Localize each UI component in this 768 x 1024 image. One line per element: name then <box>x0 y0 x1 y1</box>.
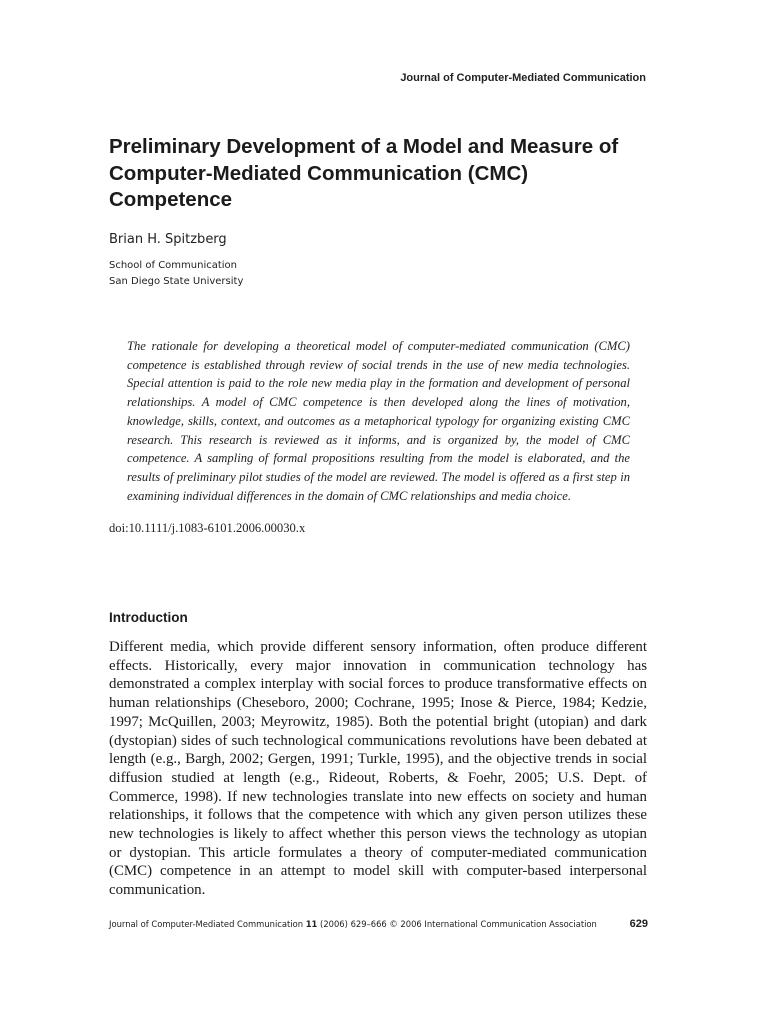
author-name: Brian H. Spitzberg <box>109 232 227 247</box>
page-footer <box>109 918 648 930</box>
doi: doi:10.1111/j.1083-6101.2006.00030.x <box>109 521 306 535</box>
abstract: The rationale for developing a theoretical model of computer-mediated communication (CMC) competence is established through review of social trends in the use of new media technologies. Special attention is paid to the role new media play in the formation and development of personal relationships. A model of CMC competence is then developed along the lines of motivation, knowledge, skills, context, and outcomes as a metaphorical typology for organizing existing CMC research. This research is reviewed as it informs, and is organized by, the model of CMC competence. A sampling of formal propositions resulting from the model is elaborated, and the results of preliminary pilot studies of the model are reviewed. The model is offered as a first step in examining individual differences in the domain of CMC relationships and media choice. <box>127 339 630 503</box>
article-title: Preliminary Development of a Model and Measure of Computer-Mediated Communication (CMC) Competence <box>109 135 619 211</box>
page-number: 629 <box>629 918 648 930</box>
footer-citation <box>109 919 597 929</box>
footer-citation-rest: (2006) 629–666 © 2006 International Communication Association <box>317 919 597 929</box>
footer-volume: 11 <box>305 919 318 929</box>
running-head: Journal of Computer-Mediated Communication <box>400 72 646 84</box>
section-heading: Introduction <box>109 610 188 625</box>
affiliation-department: School of Communication <box>109 260 238 271</box>
footer-journal: Journal of Computer-Mediated Communication <box>109 919 306 929</box>
author-affiliation <box>109 258 243 289</box>
section-body-text: Different media, which provide different sensory information, often produce different effects. Historically, every major innovation in communication technology has demonstrated a complex interplay with social forces to produce transformative effects on human relationships (Cheseboro, 2000; Cochrane, 1995; Inose & Pierce, 1984; Kedzie, 1997; McQuillen, 2003; Meyrowitz, 1985). Both the potential bright (utopian) and dark (dystopian) sides of such technological communications revolutions have been debated at length (e.g., Bargh, 2002; Gergen, 1991; Turkle, 1995), and the objective trends in social diffusion studied at length (e.g., Rideout, Roberts, & Foehr, 2005; U.S. Dept. of Commerce, 1998). If new technologies translate into new effects on society and human relationships, it follows that the competence with which any given person utilizes these new technologies is likely to affect whether this person views the technology as utopian or dystopian. This article formulates a theory of computer-mediated communication (CMC) competence in an attempt to model skill with computer-based interpersonal communication. <box>109 639 647 899</box>
affiliation-university: San Diego State University <box>109 275 244 287</box>
